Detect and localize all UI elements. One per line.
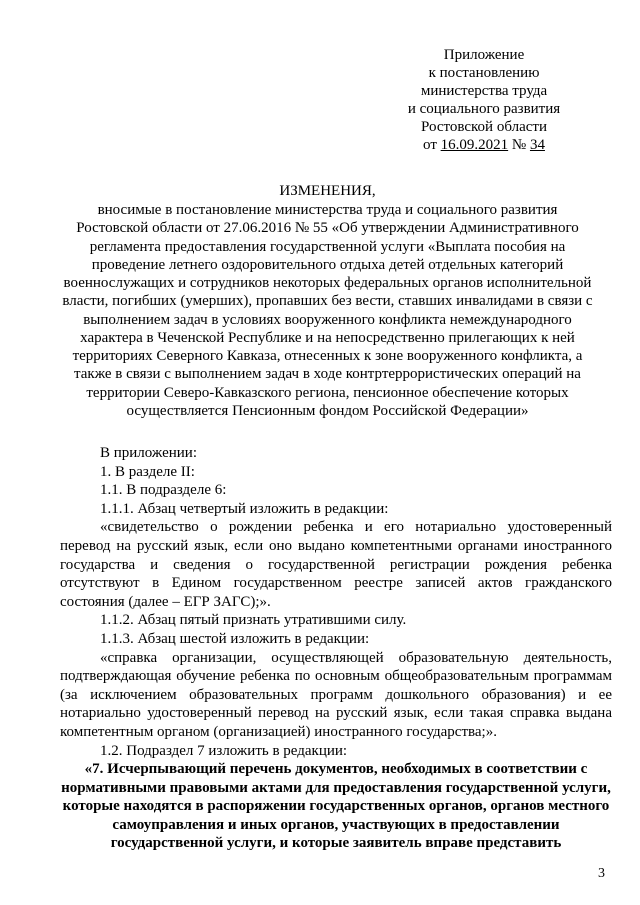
body-paragraph: 1.1.3. Абзац шестой изложить в редакции: — [100, 630, 370, 647]
body-paragraph: «справка организации, осуществляющей образовательную деятельность, подтверждающая обучение ребенка по основным общеобразовательным программам (за исключением образовательных программ дошкольного образования) и ее нотариально удостоверенный перевод на русский язык, если такая справка выдана компетентным органом (организацией) иностранного государства;». — [60, 649, 612, 740]
body-paragraph: 1.2. Подраздел 7 изложить в редакции: — [100, 742, 348, 759]
body-paragraph: 1.1.1. Абзац четвертый изложить в редакции: — [100, 500, 389, 517]
document-title: ИЗМЕНЕНИЯ, — [279, 183, 376, 199]
appendix-line: и социального развития — [407, 101, 561, 117]
document-body — [60, 444, 612, 853]
appendix-line: министерства труда — [420, 83, 548, 99]
page-number: 3 — [598, 866, 605, 881]
appendix-line: Ростовской области — [421, 119, 547, 135]
body-paragraph: 1.1.2. Абзац пятый признать утратившими силу. — [100, 612, 407, 629]
appendix-line: Приложение — [443, 47, 525, 63]
appendix-date: 16.09.2021 — [440, 137, 509, 153]
document-subtitle: вносимые в постановление министерства труда и социального развития Ростовской области от 27.06.2016 № 55 «Об утверждении Административного регламента предоставления государственной услуги «Выплата пособия на проведение летнего оздоровительного отдыха детей отдельных категорий военнослужащих и сотрудников некоторых федеральных органов исполнительной власти, погибших (умерших), пропавших без вести, ставших инвалидами в связи с выполнением задач в условиях вооруженного конфликта немеждународного характера в Чеченской Республике и на непосредственно прилегающих к ней территориях Северного Кавказа, отнесенных к зоне вооруженного конфликта, а также в связи с выполнением задач в ходе контртеррористических операций на территории Северо-Кавказского региона, пенсионное обеспечение которых осуществляется Пенсионным фондом Российской Федерации» — [62, 202, 593, 419]
appendix-block — [380, 46, 588, 154]
body-paragraph: 1. В разделе II: — [100, 463, 195, 480]
appendix-date-prefix: от — [423, 137, 441, 153]
appendix-date-line — [380, 136, 588, 154]
body-paragraph: В приложении: — [100, 445, 197, 461]
appendix-line: к постановлению — [428, 65, 540, 81]
section-heading: «7. Исчерпывающий перечень документов, необходимых в соответствии с нормативными правовыми актами для предоставления государственной услуги, которые находятся в распоряжении государственных органов, органов местного самоуправления и иных органов, участвующих в предоставлении государственной услуги, и которые заявитель вправе представить — [61, 761, 611, 852]
appendix-number: 34 — [529, 137, 545, 153]
body-paragraph: 1.1. В подразделе 6: — [100, 482, 227, 499]
body-paragraph: «свидетельство о рождении ребенка и его нотариально удостоверенный перевод на русский язык, если оно выдано компетентными органами иностранного государства и сведения о государственной регистрации рождения ребенка отсутствуют в Едином государственном реестре записей актов гражданского состояния (далее – ЕГР ЗАГС);». — [60, 519, 612, 610]
appendix-number-sign: № — [508, 137, 530, 153]
